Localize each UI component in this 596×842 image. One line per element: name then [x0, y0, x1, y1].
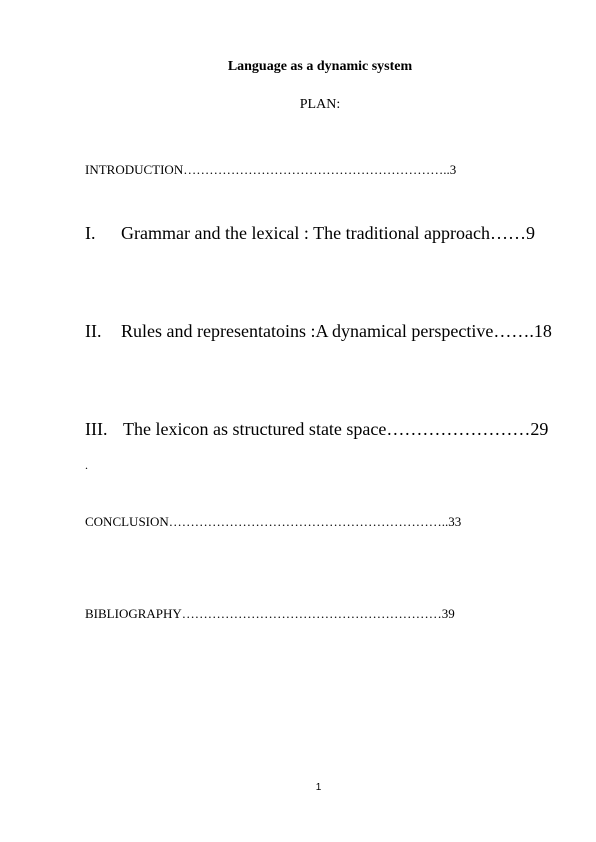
plan-heading: PLAN:	[299, 97, 341, 112]
toc-section-3-text: The lexicon as structured state space……………………29	[123, 419, 549, 439]
toc-section-2	[85, 321, 552, 342]
toc-introduction: INTRODUCTION……………………………………………………..3	[85, 162, 457, 177]
toc-section-3-number: III.	[85, 419, 108, 439]
toc-section-1-number: I.	[85, 223, 96, 243]
document-title: Language as a dynamic system	[227, 59, 413, 74]
toc-section-2-text: Rules and representatoins :A dynamical perspective…….18	[121, 321, 552, 341]
toc-section-1-text: Grammar and the lexical : The traditional approach……9	[121, 223, 536, 243]
toc-section-1	[85, 223, 535, 244]
page-number: 1	[315, 782, 322, 793]
toc-conclusion: CONCLUSION………………………………………………………..33	[85, 514, 462, 529]
toc-section-2-number: II.	[85, 321, 102, 341]
stray-dot: .	[85, 458, 88, 472]
toc-section-3	[85, 419, 548, 440]
toc-bibliography: BIBLIOGRAPHY……………………………………………………39	[85, 606, 455, 621]
